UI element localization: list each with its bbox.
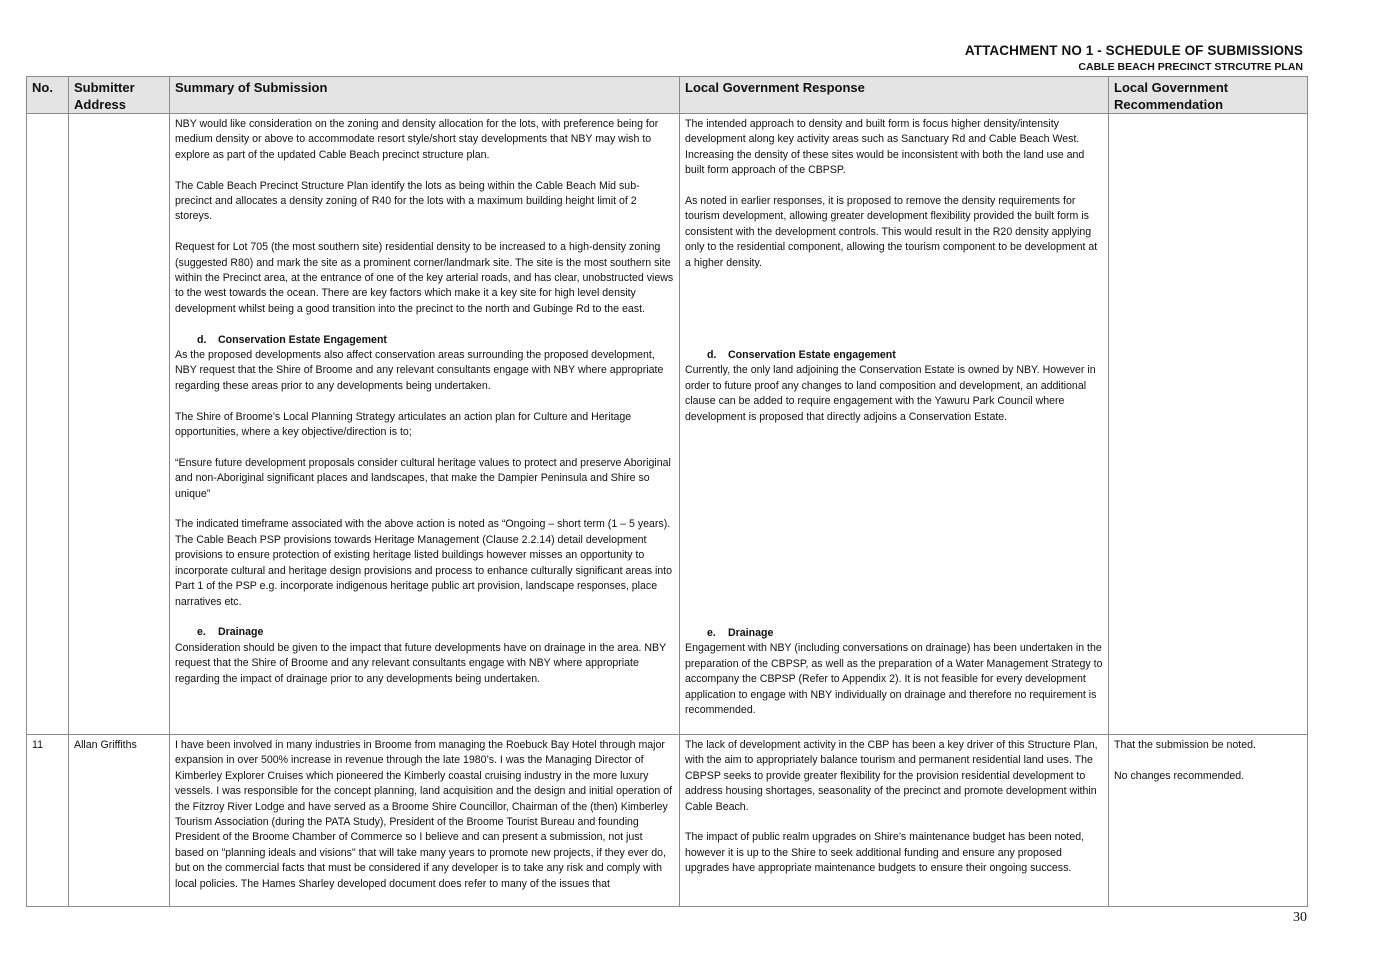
cell-recommendation <box>1109 735 1308 907</box>
column-header-recommendation-line2: Recommendation <box>1114 97 1224 112</box>
document-subtitle: CABLE BEACH PRECINCT STRCUTRE PLAN <box>1078 61 1303 73</box>
response-paragraph: As noted in earlier responses, it is proposed to remove the density requirements for tourism development, allowing greater development flexibility provided the built form is consistent with the development controls. This would result in the R20 density applying only to the residential component, allowing the tourism component to be development at a higher density. <box>685 195 1098 269</box>
page-number: 30 <box>1293 910 1307 925</box>
recommendation-paragraph: That the submission be noted. <box>1114 739 1256 751</box>
cell-summary <box>170 735 680 907</box>
cell-no <box>27 114 69 735</box>
column-header-summary: Summary of Submission <box>170 77 680 114</box>
summary-paragraph: As the proposed developments also affect conservation areas surrounding the proposed development, NBY request that the Shire of Broome and any relevant consultants engage with NBY where appropriate regarding these areas prior to any developments being undertaken. <box>175 349 664 392</box>
cell-submitter <box>69 114 170 735</box>
subheading-text: Drainage <box>218 626 264 639</box>
subheading-letter: e. <box>707 627 716 640</box>
column-header-recommendation <box>1109 77 1308 114</box>
recommendation-paragraph: No changes recommended. <box>1114 769 1245 782</box>
cell-summary <box>170 114 680 735</box>
summary-paragraph: Consideration should be given to the impact that future developments have on drainage in the area. NBY request that the Shire of Broome and any relevant consultants engage with NBY where appropriate regarding the impact of drainage prior to any developments being undertaken. <box>175 641 666 685</box>
summary-paragraph: I have been involved in many industries in Broome from managing the Roebuck Bay Hotel through major expansion in over 500% increase in revenue through the late 1980’s. I was the Managing Director of Kimberley Explorer Cruises which pioneered the Kimberly coastal cruising industry in the more luxury vessels. I was responsible for the concept planning, land acquisition and the design and initial operation of the Fitzroy River Lodge and have served as a Broome Shire Councillor, Chairman of the (then) Kimberley Tourism Association (during the PATA Study), President of the Broome Tourist Bureau and founding President of the Broome Chamber of Commerce so I believe and can present a submission, not just based on "planning ideals and visions" that will take many years to promote new projects, if they ever do, but on the commercial facts that must be considered if any developer is to take any risk and comply with local policies. The Hames Sharley developed document does refer to many of the issues that <box>175 739 673 890</box>
column-header-submitter-line1: Submitter <box>74 80 135 95</box>
column-header-submitter-line2: Address <box>74 97 127 112</box>
summary-subheading-e <box>175 625 674 640</box>
response-paragraph: The lack of development activity in the CBP has been a key driver of this Structure Plan, with the aim to appropriately balance tourism and permanent residential land uses. The CBPSP seeks to provide greater flexibility for the provision residential development to address housing shortages, seasonality of the precinct and promote development within Cable Beach. <box>685 739 1098 813</box>
subheading-letter: d. <box>197 333 207 346</box>
subheading-text: Drainage <box>728 627 774 640</box>
column-header-no: No. <box>27 77 69 114</box>
summary-paragraph: The Shire of Broome’s Local Planning Strategy articulates an action plan for Culture and Heritage opportunities, where a key objective/direction is to; <box>175 410 632 439</box>
response-paragraph: The impact of public realm upgrades on Shire’s maintenance budget has been noted, however it is up to the Shire to seek additional funding and ensure any proposed upgrades have appropriate maintenance budgets to ensure their ongoing success. <box>685 831 1085 875</box>
column-header-recommendation-line1: Local Government <box>1114 80 1229 95</box>
summary-paragraph: The Cable Beach Precinct Structure Plan identify the lots as being within the Cable Beach Mid sub-precinct and allocates a density zoning of R40 for the lots with a maximum building height limit of 2 storeys. <box>175 179 640 223</box>
column-header-response: Local Government Response <box>680 77 1109 114</box>
summary-paragraph: The indicated timeframe associated with the above action is noted as “Ongoing – short term (1 – 5 years). The Cable Beach PSP provisions towards Heritage Management (Clause 2.2.14) detail development provisions to ensure protection of existing heritage listed buildings however misses an opportunity to incorporate cultural and heritage design provisions and process to enhance culturally significant areas into Part 1 of the PSP e.g. incorporate indigenous heritage public art provision, landscape responses, place narratives etc. <box>175 518 673 608</box>
subheading-text: Conservation Estate Engagement <box>218 333 387 346</box>
response-subheading-e <box>685 626 1103 641</box>
table-row <box>27 735 1308 907</box>
table-header-row <box>27 77 1308 114</box>
summary-subheading-d <box>175 333 674 348</box>
summary-quote: “Ensure future development proposals consider cultural heritage values to protect and preserve Aboriginal and non-Aboriginal significant places and landscapes, that make the Dampier Peninsula and Shire so unique” <box>175 456 671 500</box>
cell-recommendation <box>1109 114 1308 735</box>
cell-response <box>680 114 1109 735</box>
response-subheading-d <box>685 348 1103 363</box>
response-paragraph: The intended approach to density and built form is focus higher density/intensity development along key activity areas such as Sanctuary Rd and Cable Beach West. Increasing the density of these sites would be inconsistent with both the land use and built form approach of the CBPSP. <box>685 118 1085 177</box>
summary-paragraph: Request for Lot 705 (the most southern site) residential density to be increased to a high-density zoning (suggested R80) and mark the site as a prominent corner/landmark site. The site is the most southern site within the Precinct area, at the entrance of one of the key arterial roads, and has clear, unobstructed views to the west towards the ocean. There are key factors which make it a key site for high level density development whilst being a good transition into the precinct to the north and Gubinge Rd to the east. <box>175 241 674 315</box>
subheading-letter: e. <box>197 626 206 639</box>
subheading-letter: d. <box>707 349 717 362</box>
document-title: ATTACHMENT NO 1 - SCHEDULE OF SUBMISSIONS <box>964 43 1303 58</box>
table-row <box>27 114 1308 735</box>
response-paragraph: Currently, the only land adjoining the Conservation Estate is owned by NBY. However in order to future proof any changes to land composition and development, an additional clause can be added to require engagement with the Yawuru Park Council where development is proposed that directly adjoins a Conservation Estate. <box>685 364 1096 423</box>
cell-no: 11 <box>27 735 69 907</box>
column-header-submitter <box>69 77 170 114</box>
submissions-table <box>26 76 1308 907</box>
response-paragraph: Engagement with NBY (including conversations on drainage) has been undertaken in the preparation of the CBPSP, as well as the preparation of a Water Management Strategy to accompany the CBPSP (Refer to Appendix 2). It is not feasible for every development application to engage with NBY individually on drainage and therefore no requirement is recommended. <box>685 642 1103 717</box>
summary-paragraph: NBY would like consideration on the zoning and density allocation for the lots, with preference being for medium density or above to accommodate resort style/short stay developments that NBY may wish to explore as part of the updated Cable Beach precinct structure plan. <box>175 118 659 161</box>
cell-response <box>680 735 1109 907</box>
subheading-text: Conservation Estate engagement <box>728 349 896 362</box>
cell-submitter: Allan Griffiths <box>69 735 170 907</box>
